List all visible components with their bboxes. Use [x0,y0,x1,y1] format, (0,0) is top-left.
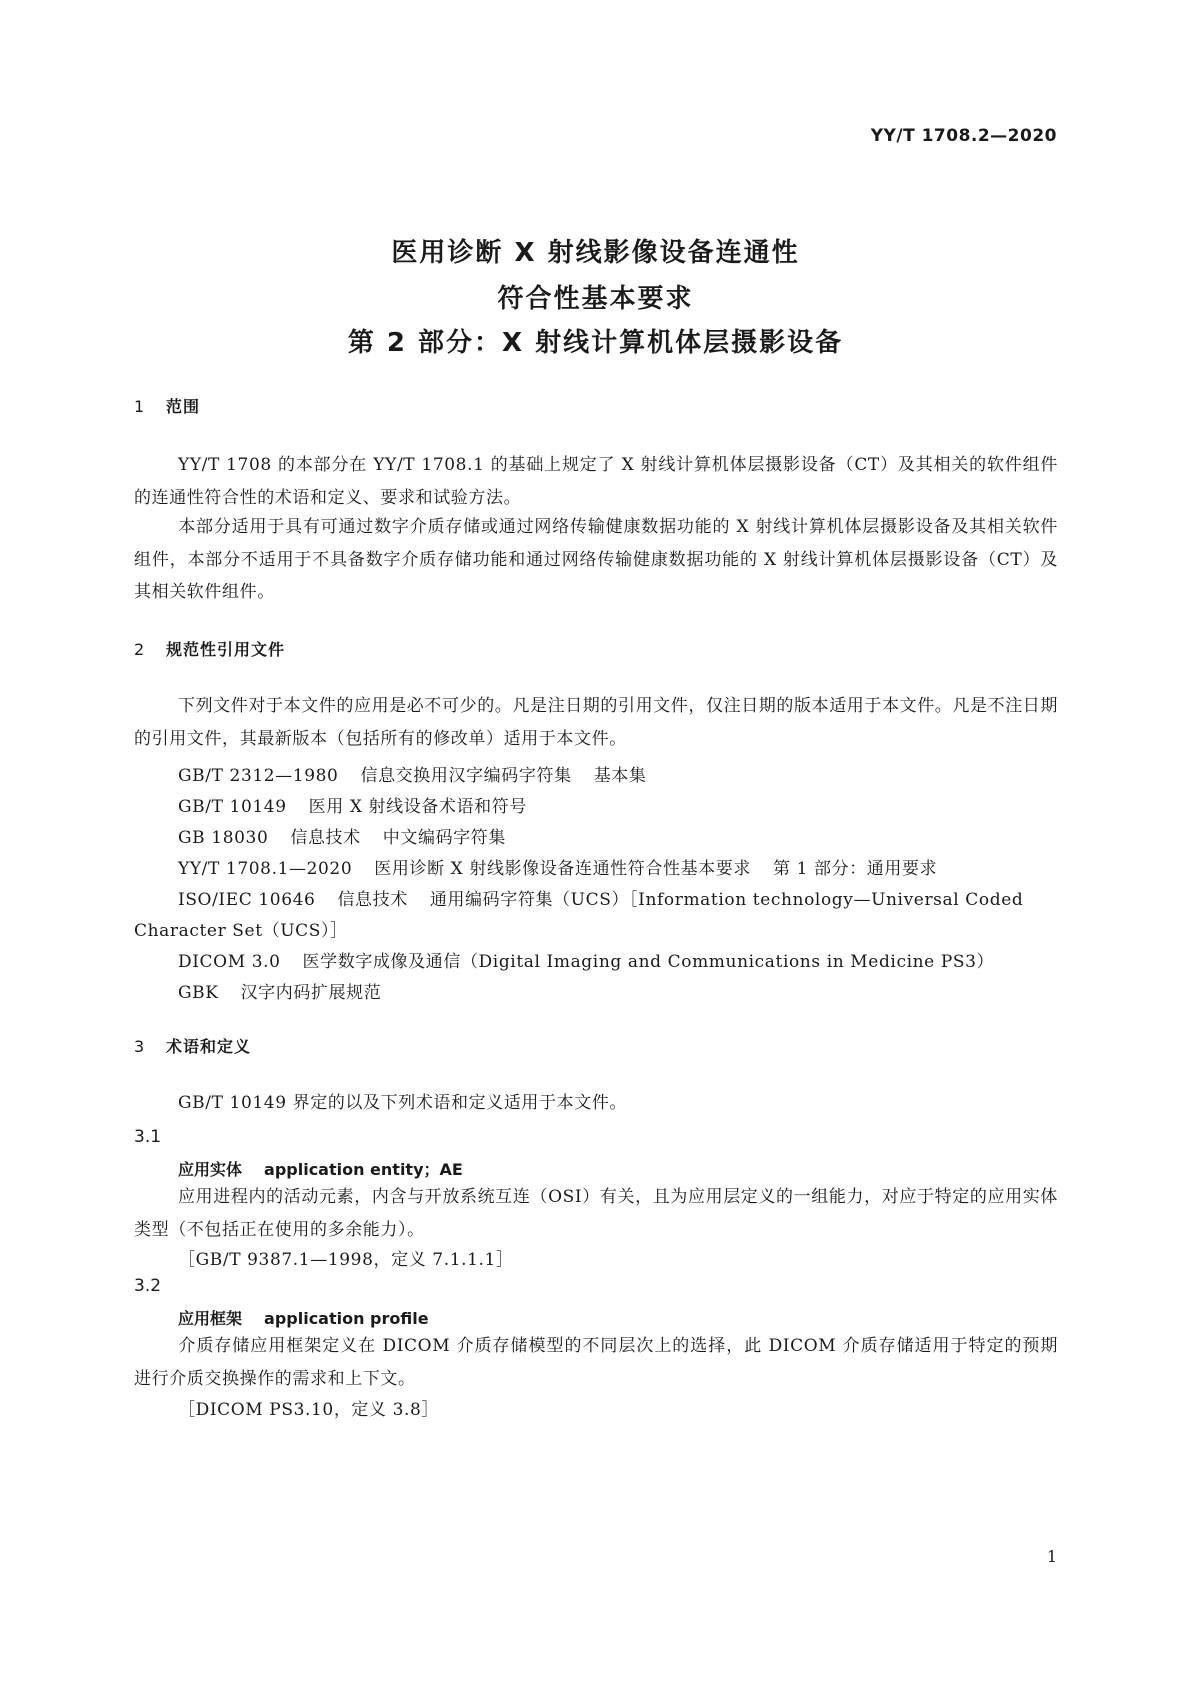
title-line-2: 符合性基本要求 [497,284,694,314]
term-en: application profile [264,1309,429,1328]
section-number: 1 [134,397,146,416]
ref-title: 医用 X 射线设备术语和符号 [308,797,527,817]
ref-extra: 通用编码字符集（UCS）［Information technology—Universal Coded [429,890,1024,910]
section-1-para-2 [134,511,1058,609]
ref-code: GBK [178,983,219,1003]
ref-code: GB/T 2312—1980 [178,766,339,786]
term-en: application entity；AE [264,1160,463,1179]
section-2-intro [134,690,1058,755]
ref-code: DICOM 3.0 [178,952,281,972]
reference-item [178,978,381,1003]
page-number: 1 [1046,1547,1057,1566]
reference-item [178,854,937,879]
ref-title: 信息技术 [337,890,408,910]
term-number: 3.1 [134,1127,162,1147]
paragraph-text: 下列文件对于本文件的应用是必不可少的。凡是注日期的引用文件，仅注日期的版本适用于本文件。凡是不注日期的引用文件，其最新版本（包括所有的修改单）适用于本文件。 [134,696,1058,749]
ref-title: 汉字内码扩展规范 [240,983,382,1003]
ref-code: YY/T 1708.1—2020 [178,859,353,879]
reference-item [178,947,994,972]
term-definition [134,1330,1058,1395]
definition-text: 应用进程内的活动元素，内含与开放系统互连（OSI）有关，且为应用层定义的一组能力，对应于特定的应用实体类型（不包括正在使用的多余能力）。 [134,1187,1058,1240]
term-source: ［DICOM PS3.10，定义 3.8］ [178,1400,440,1420]
ref-title: 信息交换用汉字编码字符集 [360,766,572,786]
term-heading [178,1157,463,1180]
term-source: ［GB/T 9387.1—1998，定义 7.1.1.1］ [178,1250,514,1270]
section-3-intro: GB/T 10149 界定的以及下列术语和定义适用于本文件。 [178,1093,628,1113]
section-title: 规范性引用文件 [166,640,286,659]
ref-title: 信息技术 [290,828,361,848]
ref-title: 医用诊断 X 射线影像设备连通性符合性基本要求 [374,859,751,879]
reference-item [178,792,527,817]
term-heading [178,1306,429,1329]
section-2-heading [134,637,285,660]
ref-title: 医学数字成像及通信（Digital Imaging and Communications in Medicine PS3） [302,952,995,972]
reference-item [178,761,647,786]
paragraph-text: YY/T 1708 的本部分在 YY/T 1708.1 的基础上规定了 X 射线计算机体层摄影设备（CT）及其相关的软件组件的连通性符合性的术语和定义、要求和试验方法。 [134,455,1058,508]
section-title: 范围 [166,397,201,416]
paragraph-text: 本部分适用于具有可通过数字介质存储或通过网络传输健康数据功能的 X 射线计算机体层摄影设备及其相关软件组件，本部分不适用于不具备数字介质存储功能和通过网络传输健康数据功能的 X 射线计算机体层摄影设备（CT）及其相关软件组件。 [134,517,1058,602]
ref-code: GB/T 10149 [178,797,287,817]
ref-code: ISO/IEC 10646 [178,890,316,910]
term-number: 3.2 [134,1276,162,1296]
section-number: 3 [134,1037,146,1056]
term-cn: 应用实体 [178,1160,243,1179]
ref-code: GB 18030 [178,828,269,848]
title-line-1: 医用诊断 X 射线影像设备连通性 [391,238,800,268]
section-3-heading [134,1034,251,1057]
definition-text: 介质存储应用框架定义在 DICOM 介质存储模型的不同层次上的选择，此 DICOM 介质存储适用于特定的预期进行介质交换操作的需求和上下文。 [134,1336,1058,1389]
section-title: 术语和定义 [166,1037,252,1056]
term-cn: 应用框架 [178,1309,243,1328]
section-1-para-1 [134,449,1058,514]
term-definition [134,1181,1058,1246]
section-1-heading [134,394,200,417]
title-line-3: 第 2 部分：X 射线计算机体层摄影设备 [347,328,844,358]
reference-item [178,885,1023,910]
reference-item-continuation: Character Set（UCS）］ [134,921,348,941]
ref-extra: 第 1 部分：通用要求 [772,859,938,879]
ref-extra: 基本集 [593,766,647,786]
ref-extra: 中文编码字符集 [382,828,506,848]
reference-item [178,823,506,848]
section-number: 2 [134,640,146,659]
standard-code: YY/T 1708.2—2020 [870,126,1057,146]
